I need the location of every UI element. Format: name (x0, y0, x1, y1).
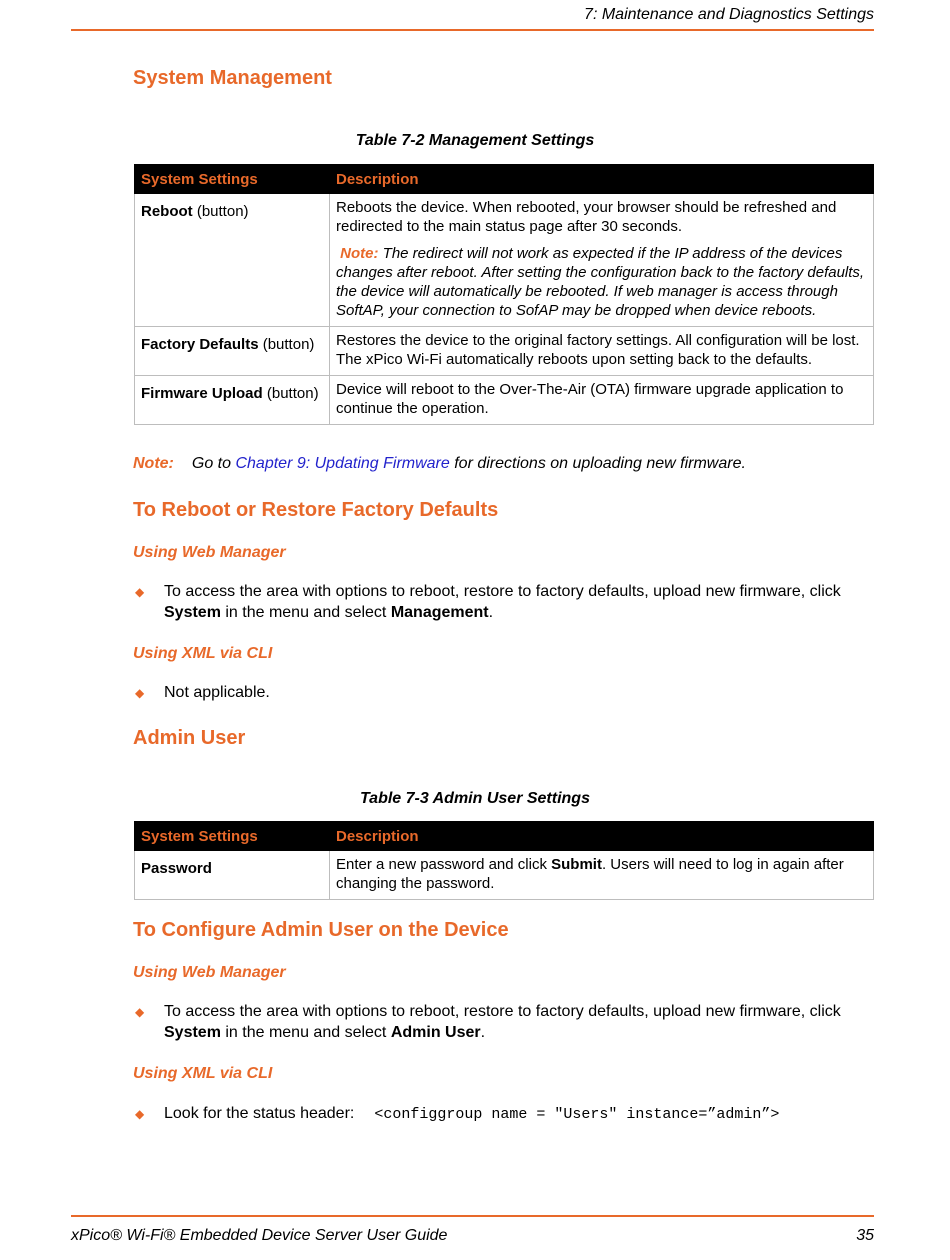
setting-description-cell: Device will reboot to the Over-The-Air (OTA) firmware upgrade application to continue the operation. (330, 376, 874, 425)
reboot-note: Note: The redirect will not work as expected if the IP address of the devices changes after reboot. After setting the configuration back to the factory defaults, the device will automatically be rebooted. If web manager is access through SoftAP, your connection to SofAP may be dropped when device reboots. (336, 245, 865, 319)
diamond-bullet-icon: ◆ (135, 1107, 145, 1121)
setting-name-cell: Password (135, 851, 330, 900)
xml-instruction: Not applicable. (164, 684, 270, 701)
table-header-row (135, 165, 874, 194)
using-xml-heading: Using XML via CLI (133, 645, 273, 662)
setting-description-cell: Enter a new password and click Submit. Users will need to log in again after changing the password. (330, 851, 874, 900)
footer-title: xPico® Wi-Fi® Embedded Device Server User Guide (71, 1227, 448, 1244)
admin-user-heading: Admin User (133, 727, 246, 749)
setting-name-cell: Firmware Upload (button) (135, 376, 330, 425)
diamond-bullet-icon: ◆ (135, 686, 145, 700)
diamond-bullet-icon: ◆ (135, 585, 145, 599)
table-row (135, 194, 874, 327)
col-description-header: Description (330, 165, 874, 194)
using-xml-heading: Using XML via CLI (133, 1065, 273, 1082)
col-system-settings-header: System Settings (135, 165, 330, 194)
page-number: 35 (856, 1227, 874, 1244)
xml-instruction: Look for the status header: <configgroup name = "Users" instance=”admin”> (164, 1105, 780, 1123)
col-system-settings-header: System Settings (135, 822, 330, 851)
chapter-9-link[interactable]: Chapter 9: Updating Firmware (235, 455, 450, 472)
setting-description-cell: Reboots the device. When rebooted, your browser should be refreshed and redirected to the main status page after 30 seconds. Note: The redirect will not work as expected if the IP address of the devices changes after reboot. After setting the configuration back to the factory defaults, the device will automatically be rebooted. If web manager is access through SoftAP, your connection to SofAP may be dropped when device reboots. (330, 194, 874, 327)
web-manager-instruction: To access the area with options to reboot, restore to factory defaults, upload new firmware, click System in the menu and select Admin User. (164, 1003, 841, 1041)
configure-admin-heading: To Configure Admin User on the Device (133, 919, 509, 941)
management-settings-table (134, 164, 874, 425)
system-management-heading: System Management (133, 67, 332, 89)
setting-description-cell: Restores the device to the original factory settings. All configuration will be lost. The xPico Wi-Fi automatically reboots upon setting back to the defaults. (330, 327, 874, 376)
using-web-manager-heading: Using Web Manager (133, 544, 286, 561)
reboot-section-heading: To Reboot or Restore Factory Defaults (133, 499, 499, 521)
setting-name-cell: Reboot (button) (135, 194, 330, 327)
diamond-bullet-icon: ◆ (135, 1005, 145, 1019)
firmware-note: Note: Go to Chapter 9: Updating Firmware for directions on uploading new firmware. (133, 455, 746, 472)
config-group-code: <configgroup name = "Users" instance=”admin”> (374, 1106, 780, 1123)
setting-name-cell: Factory Defaults (button) (135, 327, 330, 376)
col-description-header: Description (330, 822, 874, 851)
table-header-row (135, 822, 874, 851)
header-rule (71, 29, 874, 31)
web-manager-instruction: To access the area with options to reboot, restore to factory defaults, upload new firmware, click System in the menu and select Management. (164, 583, 841, 621)
footer-rule (71, 1215, 874, 1217)
table-7-3-caption: Table 7-3 Admin User Settings (360, 790, 590, 807)
table-row (135, 327, 874, 376)
running-head: 7: Maintenance and Diagnostics Settings (584, 6, 874, 23)
table-row (135, 376, 874, 425)
admin-user-table (134, 821, 874, 900)
using-web-manager-heading: Using Web Manager (133, 964, 286, 981)
table-7-2-caption: Table 7-2 Management Settings (355, 132, 595, 149)
table-row (135, 851, 874, 900)
